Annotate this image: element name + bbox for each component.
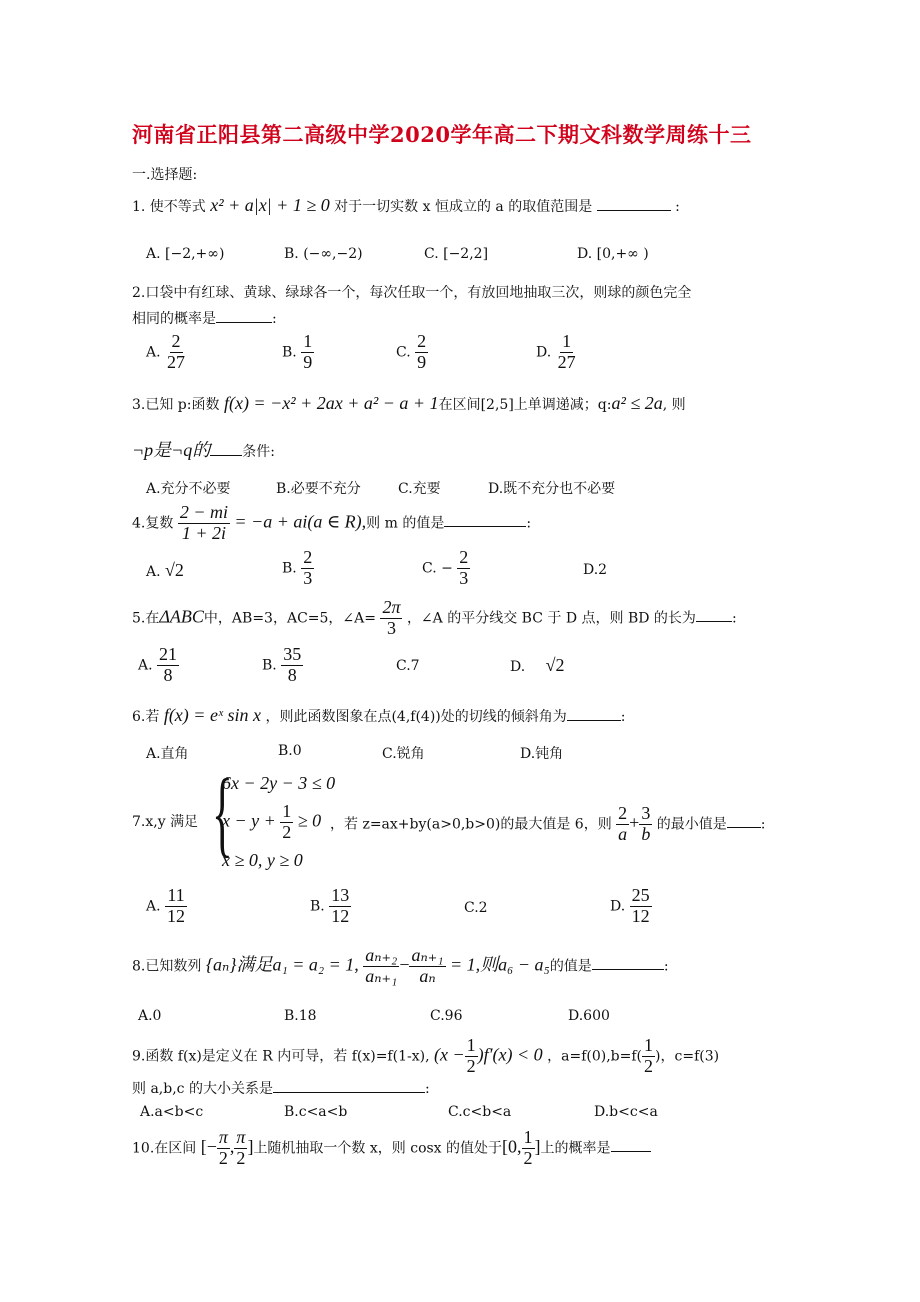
q10-p1-fraction xyxy=(217,1128,230,1169)
q6-option-b: B.0 xyxy=(278,743,302,759)
q4-option-c xyxy=(422,548,470,589)
q1-expr: x² + a|x| + 1 ≥ 0 xyxy=(210,195,330,215)
q7-constraint-1: 6x − 2y − 3 ≤ 0 xyxy=(222,773,336,793)
q10-half-fraction xyxy=(522,1128,535,1169)
q4-a-value: √2 xyxy=(165,560,184,580)
q2-d-label: D. xyxy=(536,344,552,361)
q7-f2-num: 3 xyxy=(641,803,651,823)
q5-b-den: 8 xyxy=(287,664,297,685)
q7-option-a xyxy=(146,886,187,927)
q4-num: 2 − mi xyxy=(179,502,228,522)
q3-expr2: a² ≤ 2a xyxy=(611,393,663,413)
q4-a-label: A. xyxy=(146,564,161,580)
q7-constraint-2 xyxy=(222,802,321,843)
q9-option-c: C.c<b<a xyxy=(448,1104,512,1120)
q2-a-label: A. xyxy=(146,344,161,361)
q7-b-label: B. xyxy=(310,898,325,915)
q2-option-d xyxy=(536,332,578,373)
q2-line2-text: 相同的概率是 xyxy=(132,311,216,327)
q2-a-num: 2 xyxy=(171,331,181,351)
q2-option-c xyxy=(396,332,428,373)
q7-b-num: 13 xyxy=(331,885,350,905)
q2-c-label: C. xyxy=(396,344,411,361)
question-5 xyxy=(132,598,737,639)
question-8 xyxy=(132,946,669,987)
q6-post: ，则此函数图象在点(4,f(4))处的切线的倾斜角为 xyxy=(265,709,567,725)
q7-option-c: C.2 xyxy=(464,900,488,916)
q8-frac-1 xyxy=(363,946,399,987)
question-6 xyxy=(132,706,625,724)
question-3-line-1 xyxy=(132,394,686,412)
q6-pre: 6.若 xyxy=(132,709,160,725)
q8-seq: {aₙ}满足a₁ = a₂ = 1, xyxy=(205,954,359,975)
q5-a-label: A. xyxy=(138,657,153,674)
q4-option-a xyxy=(146,560,184,581)
q7-plus: + xyxy=(629,812,640,833)
question-9-line-1 xyxy=(132,1036,719,1077)
q7-f2-den: b xyxy=(641,823,651,844)
q10-mid: 上随机抽取一个数 x，则 cosx 的值处于 xyxy=(253,1140,503,1157)
q8-option-d: D.600 xyxy=(568,1008,610,1024)
q9-end: : xyxy=(424,1081,430,1097)
q7-option-d xyxy=(610,886,652,927)
q7-c2b: ≥ 0 xyxy=(297,810,322,831)
q10-p1-den: 2 xyxy=(218,1147,228,1168)
q4-c-den: 3 xyxy=(459,567,469,588)
q8-option-b: B.18 xyxy=(284,1008,317,1024)
q5-b-num: 35 xyxy=(283,644,302,664)
q8-f2-den: aₙ xyxy=(419,965,436,986)
q9-h-den: 2 xyxy=(466,1055,476,1076)
q9-answer-blank xyxy=(273,1080,425,1093)
q2-end: : xyxy=(272,311,277,327)
q5-a-fraction xyxy=(157,645,179,686)
q9-option-d: D.b<c<a xyxy=(594,1104,658,1120)
q1-end: : xyxy=(675,199,680,215)
q1-answer-blank xyxy=(597,198,671,211)
question-3-line-2 xyxy=(132,441,275,459)
q8-minus: − xyxy=(399,954,410,975)
q7-f1-num: 2 xyxy=(618,803,628,823)
q10-h-num: 1 xyxy=(523,1127,533,1147)
q8-f1-num: aₙ₊₂ xyxy=(365,945,398,965)
q5-pre: 5.在 xyxy=(132,610,160,627)
question-4 xyxy=(132,503,531,544)
q9-mid: ，a=f(0),b=f( xyxy=(547,1048,643,1065)
q10-r1: ] xyxy=(247,1136,254,1157)
q5-mid: 中，AB=3，AC=5，∠A= xyxy=(203,610,376,627)
q9-option-b: B.c<a<b xyxy=(284,1104,348,1120)
q2-a-fraction xyxy=(165,332,187,373)
q3-option-a: A.充分不必要 xyxy=(146,481,231,497)
q8-post: 的值是 xyxy=(549,958,592,975)
question-10 xyxy=(132,1128,651,1169)
q8-mid: = 1,则a₆ − a₅ xyxy=(450,954,550,975)
q8-f2-num: aₙ₊₁ xyxy=(411,945,444,965)
q9-b-den: 2 xyxy=(644,1055,654,1076)
q7-mid: ，若 z=ax+by(a>0,b>0)的最大值是 6，则 xyxy=(330,816,612,833)
q3-answer-blank xyxy=(210,443,242,456)
q10-p2-den: 2 xyxy=(236,1147,246,1168)
q4-c-label: C. − xyxy=(422,560,453,577)
q7-a-label: A. xyxy=(146,898,161,915)
page-title: 河南省正阳县第二高级中学2020学年高二下期文科数学周练十三 xyxy=(132,122,752,147)
q3-option-b: B.必要不充分 xyxy=(276,481,361,497)
q6-end: : xyxy=(620,709,626,725)
q7-c2-den: 2 xyxy=(282,821,292,842)
q6-option-a: A.直角 xyxy=(146,746,189,762)
q9-post: )，c=f(3) xyxy=(655,1048,720,1065)
question-2-line-2 xyxy=(132,310,277,326)
q4-b-label: B. xyxy=(282,560,297,577)
q3-expr: f(x) = −x² + 2ax + a² − a + 1 xyxy=(223,393,439,413)
q7-option-b xyxy=(310,886,351,927)
q9-pre: 9.函数 f(x)是定义在 R 内可导，若 f(x)=f(1-x), xyxy=(132,1048,430,1065)
q3-line2-a: ¬p是¬q的 xyxy=(132,440,211,460)
q5-option-b xyxy=(262,645,303,686)
q5-post: ，∠A 的平分线交 BC 于 D 点，则 BD 的长为 xyxy=(406,610,696,627)
q5-d-value: √2 xyxy=(545,655,565,675)
q7-c2-num: 1 xyxy=(282,801,292,821)
q4-c-num: 2 xyxy=(459,547,469,567)
q8-f1-den: aₙ₊₁ xyxy=(365,965,398,986)
q2-option-a xyxy=(146,332,187,373)
q4-option-b xyxy=(282,548,314,589)
q7-d-den: 12 xyxy=(631,905,650,926)
q9-half-fraction xyxy=(465,1036,478,1077)
q9-line2-text: 则 a,b,c 的大小关系是 xyxy=(132,1081,273,1097)
q10-r2: ] xyxy=(534,1136,541,1157)
q7-brace: { xyxy=(212,759,233,866)
q5-a-den: 8 xyxy=(163,664,173,685)
q7-frac-1 xyxy=(616,804,629,845)
q5-b-fraction xyxy=(281,645,303,686)
q1-option-b: B. (−∞,−2) xyxy=(284,246,363,262)
q5-triangle: ΔABC xyxy=(159,606,204,627)
q4-c-fraction xyxy=(457,548,470,589)
q5-option-c: C.7 xyxy=(396,658,420,674)
q10-post: 上的概率是 xyxy=(540,1140,611,1157)
q3-mid: 在区间[2,5]上单调递减；q: xyxy=(438,397,612,413)
q1-option-a: A. [−2,+∞) xyxy=(146,246,225,262)
q10-l1: [− xyxy=(200,1136,217,1157)
q6-option-d: D.钝角 xyxy=(520,746,564,762)
q2-d-den: 27 xyxy=(557,351,576,372)
q7-f1-den: a xyxy=(618,823,628,844)
q7-c2-fraction xyxy=(280,802,293,843)
q10-p2-fraction xyxy=(234,1128,247,1169)
q8-answer-blank xyxy=(592,957,664,970)
q2-d-fraction xyxy=(556,332,578,373)
q7-constraint-3: x ≥ 0, y ≥ 0 xyxy=(222,850,303,870)
q3-option-c: C.充要 xyxy=(398,481,441,497)
q4-fraction xyxy=(178,503,230,544)
q4-end: : xyxy=(526,515,532,532)
q3-post: , 则 xyxy=(662,397,686,413)
q7-end: : xyxy=(760,816,766,833)
q5-b-label: B. xyxy=(262,657,277,674)
q9-option-a: A.a<b<c xyxy=(140,1104,204,1120)
q10-p2-num: π xyxy=(236,1127,246,1147)
q9-b-fraction xyxy=(642,1036,655,1077)
q2-d-num: 1 xyxy=(562,331,572,351)
q2-option-b xyxy=(282,332,314,373)
question-9-line-2 xyxy=(132,1080,430,1096)
q8-option-a: A.0 xyxy=(138,1008,162,1024)
q2-a-den: 27 xyxy=(167,351,186,372)
q5-d-label: D. xyxy=(510,659,526,675)
q2-answer-blank xyxy=(216,310,272,323)
q4-b-den: 3 xyxy=(303,567,313,588)
q5-option-d xyxy=(510,655,565,676)
q10-l2: [0, xyxy=(502,1136,522,1157)
q3-option-d: D.既不充分也不必要 xyxy=(488,481,616,497)
q9-h-num: 1 xyxy=(466,1035,476,1055)
q3-pre: 3.已知 p:函数 xyxy=(132,397,220,413)
q4-post: 则 m 的值是 xyxy=(366,515,445,532)
q4-pre: 4.复数 xyxy=(132,515,174,532)
q2-b-den: 9 xyxy=(303,351,313,372)
q4-den: 1 + 2i xyxy=(181,522,226,543)
q7-a-num: 11 xyxy=(167,885,185,905)
q8-frac-2 xyxy=(409,946,445,987)
q7-frac-2 xyxy=(639,804,652,845)
q10-p1-num: π xyxy=(218,1127,228,1147)
q8-pre: 8.已知数列 xyxy=(132,958,202,975)
q9-b-num: 1 xyxy=(644,1035,654,1055)
q1-option-c: C. [−2,2] xyxy=(424,246,489,262)
q4-answer-blank xyxy=(444,514,526,527)
q10-answer-blank xyxy=(611,1139,651,1152)
q7-c2a: x − y + xyxy=(222,810,276,831)
q5-option-a xyxy=(138,645,179,686)
q10-pre: 10.在区间 xyxy=(132,1140,197,1157)
q4-b-num: 2 xyxy=(303,547,313,567)
q7-b-fraction xyxy=(329,886,351,927)
q5-answer-blank xyxy=(696,609,732,622)
q6-option-c: C.锐角 xyxy=(382,746,425,762)
q7-rest xyxy=(330,804,766,845)
section-heading: 一.选择题: xyxy=(132,167,198,183)
q9-e2: )f′(x) < 0 xyxy=(477,1044,543,1065)
q5-a-num: 21 xyxy=(159,644,178,664)
q2-c-num: 2 xyxy=(417,331,427,351)
q10-comma: , xyxy=(229,1136,235,1157)
q7-b-den: 12 xyxy=(331,905,350,926)
q3-line2-b: 条件: xyxy=(242,444,276,460)
q7-pre: 7.x,y 满足 xyxy=(132,814,199,830)
q5-angle-num: 2π xyxy=(382,597,401,617)
q7-d-fraction xyxy=(630,886,652,927)
q7-answer-blank xyxy=(727,815,761,828)
question-1 xyxy=(132,196,680,214)
q2-b-fraction xyxy=(301,332,314,373)
q5-angle-den: 3 xyxy=(386,617,396,638)
q9-e1: (x − xyxy=(433,1044,465,1065)
q6-answer-blank xyxy=(567,708,621,721)
q7-d-label: D. xyxy=(610,898,626,915)
q7-d-num: 25 xyxy=(631,885,650,905)
q8-option-c: C.96 xyxy=(430,1008,463,1024)
q4-option-d: D.2 xyxy=(583,562,608,578)
q6-expr: f(x) = eˣ sin x xyxy=(163,705,262,725)
q7-a-den: 12 xyxy=(167,905,186,926)
q2-b-num: 1 xyxy=(303,331,313,351)
q1-option-d: D. [0,+∞ ) xyxy=(577,246,649,262)
q4-expr: = −a + ai(a ∈ R), xyxy=(234,511,367,532)
q1-pre: 1. 使不等式 xyxy=(132,199,206,215)
question-2-line-1: 2.口袋中有红球、黄球、绿球各一个，每次任取一个，有放回地抽取三次，则球的颜色完全 xyxy=(132,285,692,301)
q5-angle-fraction xyxy=(380,598,402,639)
q2-c-fraction xyxy=(415,332,428,373)
q2-c-den: 9 xyxy=(417,351,427,372)
q7-a-fraction xyxy=(165,886,187,927)
q2-b-label: B. xyxy=(282,344,297,361)
q1-post: 对于一切实数 x 恒成立的 a 的取值范围是 xyxy=(334,199,593,215)
q4-b-fraction xyxy=(301,548,314,589)
q8-end: : xyxy=(663,958,669,975)
q5-end: : xyxy=(731,610,737,627)
q10-h-den: 2 xyxy=(523,1147,533,1168)
q7-post: 的最小值是 xyxy=(656,816,727,833)
